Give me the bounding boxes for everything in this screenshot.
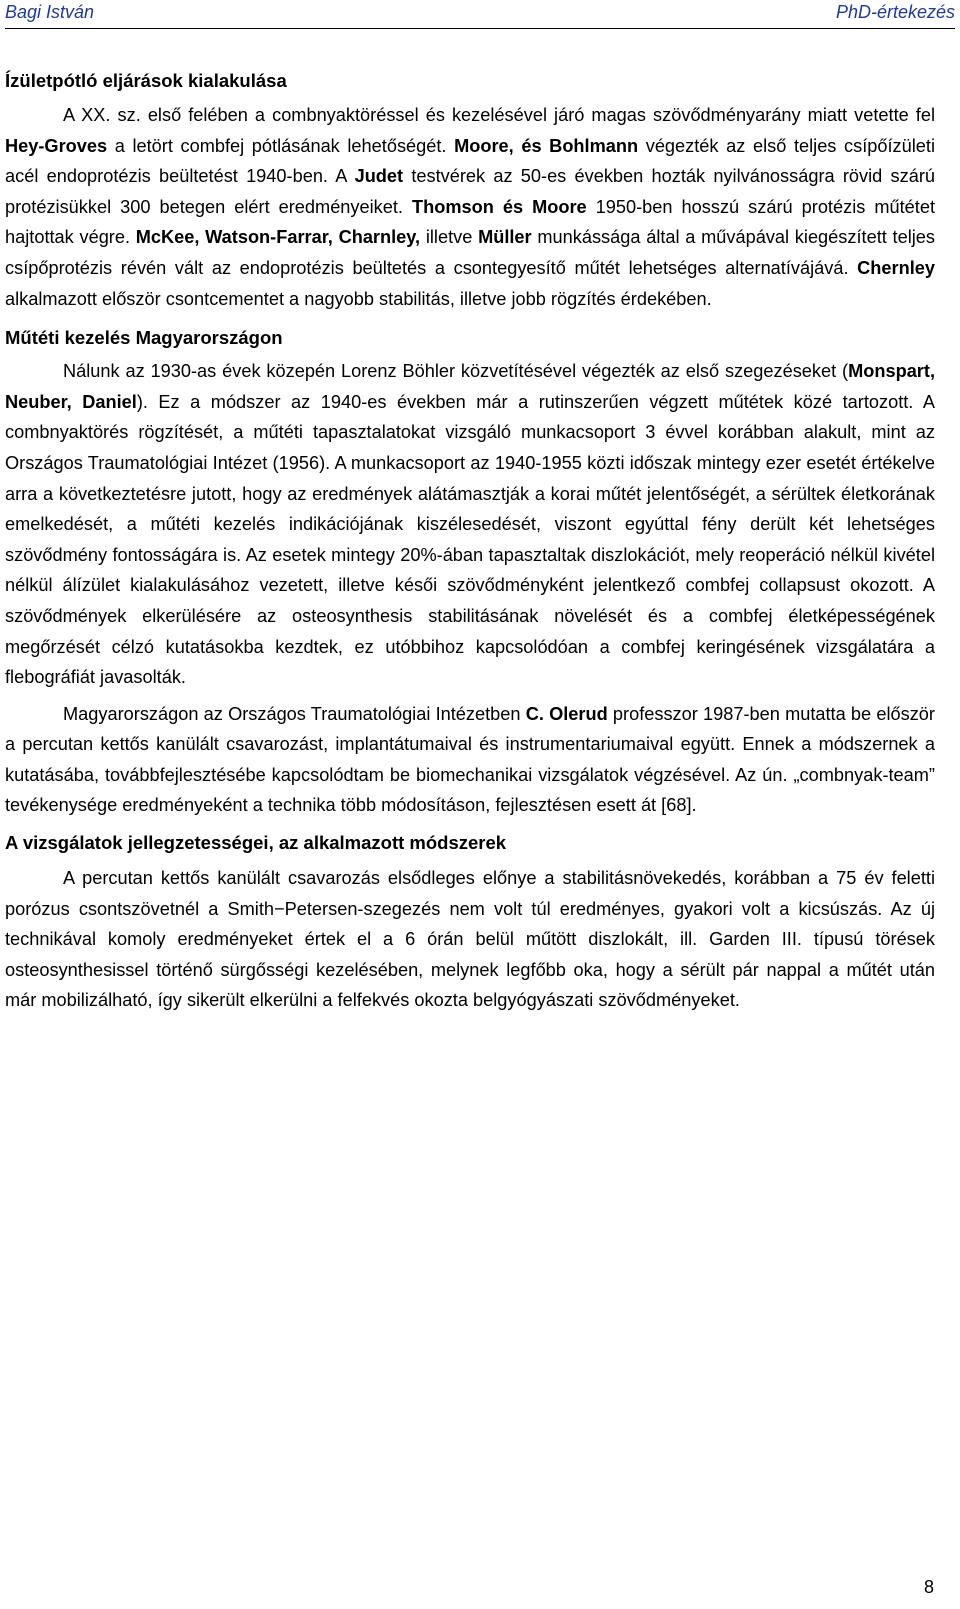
text-run: professzor 1987-ben mutatta be először a percutan kettős kanülált csavarozást, implantátumaival és instrumentariumaival együtt. Ennek a módszernek a kutatásába, továbbfejlesztésébe kapcsolódtam be biomechanikai vizsgálatok végzésével. Az ún. „combnyak-team” tevékenysége eredményeként a technika több módosításon, fejlesztésen esett át [68]. [5, 703, 935, 816]
page-content [5, 66, 935, 1016]
section-heading-methods: A vizsgálatok jellegzetességei, az alkalmazott módszerek [5, 832, 507, 854]
text-run: munkássága által a művápával kiegészített teljes csípőprotézis révén vált az endoprotézis beültetés a csontegyesítő műtét lehetséges alternatívájává. [5, 227, 935, 278]
bold-text-run: Moore, és Bohlmann [454, 135, 639, 156]
text-run: alkalmazott először csontcementet a nagyobb stabilitás, illetve jobb rögzítés érdekében. [5, 288, 712, 309]
bold-text-run: McKee, Watson-Farrar, Charnley, [135, 227, 421, 248]
paragraph-surgery-hungary-2 [5, 699, 935, 821]
text-run: testvérek az 50-es években hozták nyilvánosságra rövid szárú protézisükkel 300 betegen elért eredményeiket. [5, 166, 935, 217]
text-run: végezték az első teljes csípőízületi acél endoprotézis beültetést 1940-ben. A [5, 135, 935, 187]
text-run: Nálunk az 1930-as évek közepén Lorenz Böhler közvetítésével végezték az első szegezéseket ( [63, 361, 849, 382]
section-heading-joint-replacement: Ízületpótló eljárások kialakulása [5, 70, 287, 91]
text-run: ). Ez a módszer az 1940-es években már a rutinszerűen végzett műtétek közé tartozott. A combnyaktörés rögzítését, a műtéti tapasztalatokat vizsgáló munkacsoport 3 évvel korábban alakult, mint az Országos Traumatológiai Intézet (1956). A munkacsoport az 1940-1955 közti időszak mintegy ezer esetét értékelve arra a következtetésre jutott, hogy az eredmények alátámasztják a korai műtét jelentőségét, a sérültek életkorának emelkedését, a műtéti kezelés indikációjának kiszélesedését, viszont egyúttal fény derült két lehetséges szövődmény fontosságára is. Az esetek mintegy 20%-ában tapasztaltak diszlokációt, mely reoperáció nélkül kivétel nélkül álízület kialakulásához vezetett, illetve késői szövődményként jelentkező combfej collapsust okozott. A szövődmények elkerülésére az osteosynthesis stabilitásának növelését és a combfej életképességének megőrzését célzó kutatásokba kezdtek, ez utóbbihoz kapcsolódóan a combfej keringésének vizsgálatára a flebográfiát javasolták. [5, 391, 935, 688]
paragraph-surgery-hungary-1 [5, 356, 935, 693]
header-document-type: PhD-értekezés [835, 2, 955, 22]
header-author: Bagi István [5, 2, 95, 22]
text-run: A percutan kettős kanülált csavarozás elsődleges előnye a stabilitásnövekedés, korábban a 75 év feletti porózus csontszövetnél a Smith−Petersen-szegezés nem volt túl eredményes, gyakori volt a kicsúszás. Az új technikával komoly eredményeket értek el a 6 órán belül műtött diszlokált, ill. Garden III. típusú törések osteosynthesissel történő sürgősségi kezelésében, melynek legfőbb oka, hogy a sérült pár nappal a műtét után már mobilizálható, így sikerült elkerülni a felfekvés okozta belgyógyászati szövődményeket. [5, 868, 935, 1011]
running-header [5, 0, 955, 29]
paragraph-methods [5, 863, 935, 1016]
bold-text-run: Thomson és Moore [412, 196, 587, 217]
text-run: 1950-ben hosszú szárú protézis műtétet hajtottak végre. [5, 196, 935, 248]
text-run: illetve [420, 227, 479, 248]
bold-text-run: Chernley [857, 257, 935, 278]
paragraph-joint-replacement [5, 100, 935, 314]
text-run: a letört combfej pótlásának lehetőségét. [107, 135, 455, 156]
text-run: Magyarországon az Országos Traumatológiai Intézetben [63, 703, 526, 724]
section-heading-surgery-hungary: Műtéti kezelés Magyarországon [5, 327, 283, 349]
bold-text-run: Hey-Groves [5, 135, 108, 156]
bold-text-run: Monspart, Neuber, Daniel [5, 361, 935, 412]
page-number: 8 [923, 1577, 934, 1597]
text-run: A XX. sz. első felében a combnyaktöréssel és kezelésével járó magas szövődményarány miatt vetette fel [63, 105, 935, 125]
bold-text-run: Müller [478, 227, 532, 248]
bold-text-run: Judet [354, 166, 404, 187]
bold-text-run: C. Olerud [525, 703, 608, 724]
